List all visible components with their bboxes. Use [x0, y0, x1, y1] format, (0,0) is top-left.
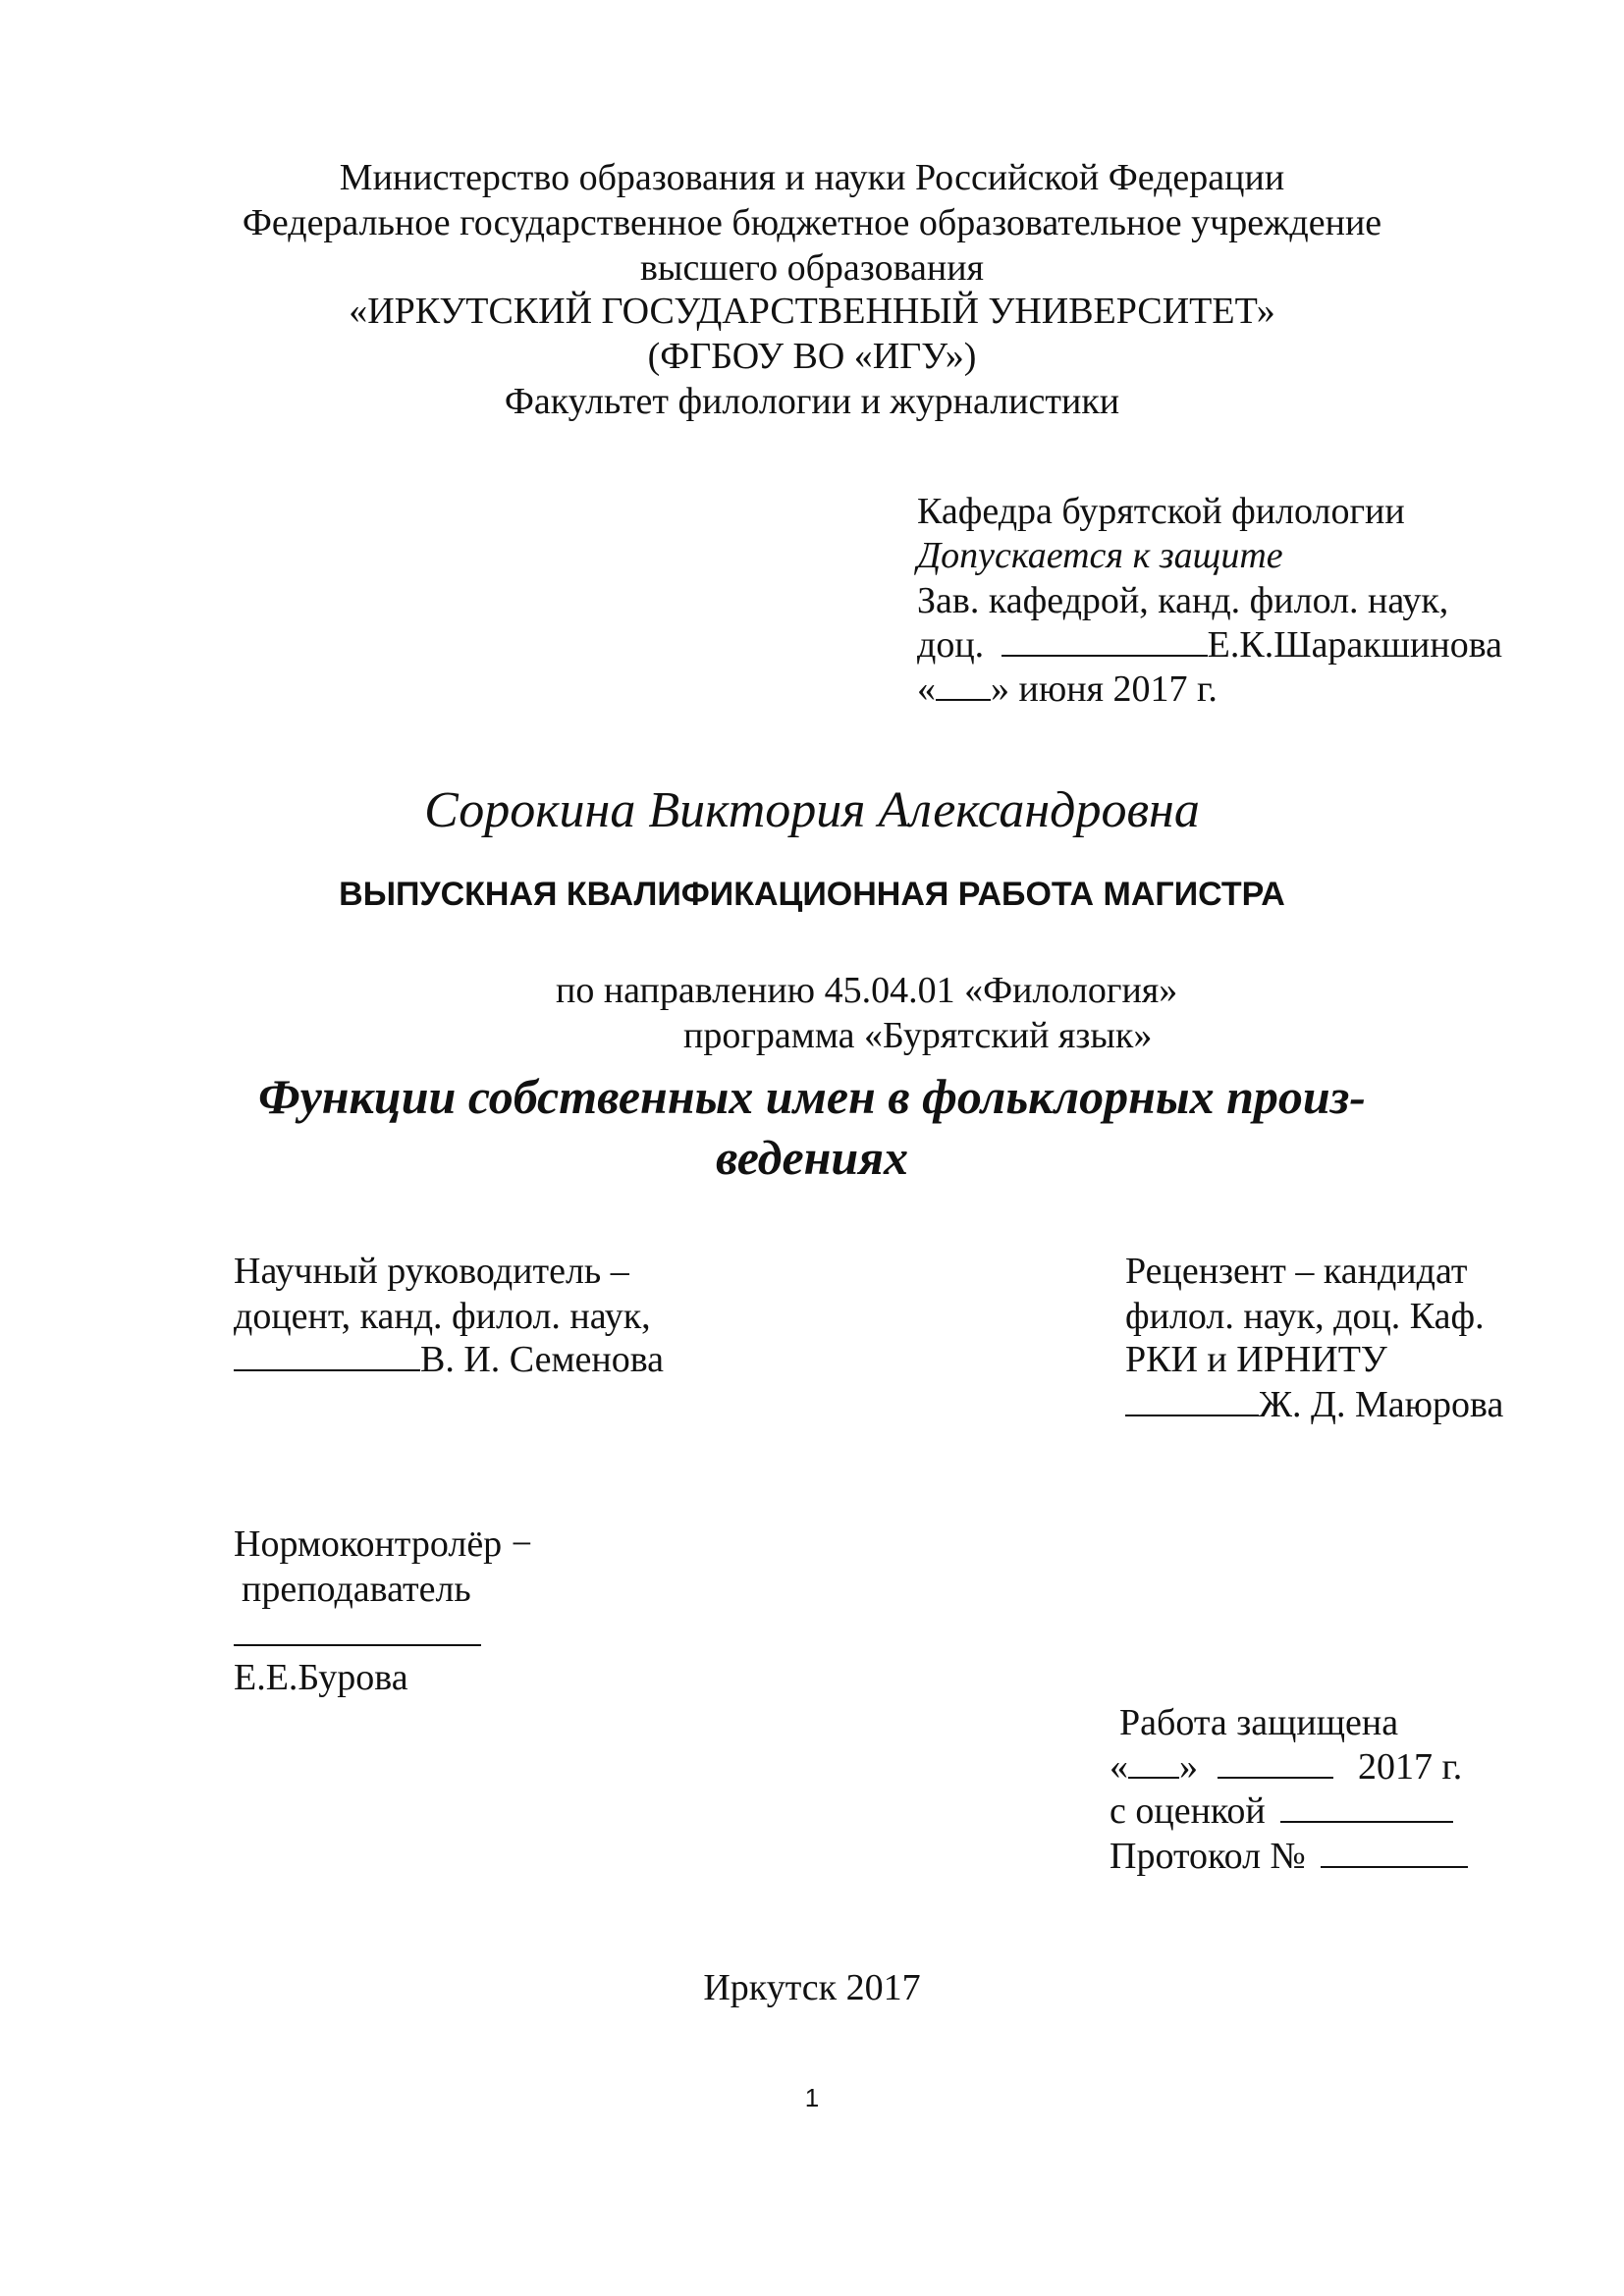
reviewer-signature-line: [1125, 1382, 1503, 1427]
ministry-line: Министерство образования и науки Российской Федерации: [339, 157, 1285, 198]
protocol-blank: [1321, 1835, 1468, 1868]
grade-blank: [1280, 1789, 1453, 1823]
grade-line: [1110, 1789, 1453, 1834]
protocol-line: [1110, 1834, 1468, 1879]
work-type: ВЫПУСКНАЯ КВАЛИФИКАЦИОННАЯ РАБОТА МАГИСТРА: [339, 876, 1285, 913]
supervisor-signature-line: [234, 1337, 664, 1382]
head-name: Е.К.Шаракшинова: [1207, 624, 1502, 666]
protocol-label: Протокол №: [1110, 1836, 1306, 1877]
supervisor-name: В. И. Семенова: [420, 1339, 665, 1380]
defense-date-line: « » 2017 г.: [1110, 1746, 1463, 1788]
date-quote-open: «: [917, 668, 936, 710]
reviewer-org: РКИ и ИРНИТУ: [1125, 1339, 1387, 1380]
date-rest: » июня 2017 г.: [991, 668, 1218, 710]
normcontrol-name: Е.Е.Бурова: [234, 1657, 408, 1698]
defense-year: 2017 г.: [1358, 1746, 1463, 1788]
month-blank: [1218, 1745, 1333, 1779]
head-signature-line: [917, 622, 1502, 667]
department-line: Кафедра бурятской филологии: [917, 491, 1405, 532]
normcontrol-signature-blank: [234, 1612, 481, 1657]
supervisor-degree: доцент, канд. филол. наук,: [234, 1296, 651, 1337]
city-year: Иркутск 2017: [703, 1967, 921, 2008]
day-blank: [1128, 1745, 1179, 1779]
reviewer-role: Рецензент – кандидат: [1125, 1251, 1468, 1292]
defense-title: Работа защищена: [1119, 1702, 1399, 1743]
reviewer-name: Ж. Д. Маюрова: [1259, 1384, 1504, 1425]
head-rank: доц.: [917, 624, 985, 666]
grade-label: с оценкой: [1110, 1790, 1266, 1832]
faculty-line: Факультет филологии и журналистики: [504, 381, 1120, 422]
signature-blank: [1125, 1383, 1259, 1416]
education-level-line: высшего образования: [639, 247, 985, 289]
reviewer-degree: филол. наук, доц. Каф.: [1125, 1296, 1485, 1337]
program-line: программа «Бурятский язык»: [683, 1015, 1153, 1056]
university-name: «ИРКУТСКИЙ ГОСУДАРСТВЕННЫЙ УНИВЕРСИТЕТ»: [349, 291, 1275, 332]
supervisor-role: Научный руководитель –: [234, 1251, 629, 1292]
signature-blank: [234, 1338, 420, 1371]
direction-line: по направлению 45.04.01 «Филология»: [556, 970, 1178, 1011]
normcontrol-position: преподаватель: [242, 1569, 471, 1610]
institution-line: Федеральное государственное бюджетное образовательное учреждение: [242, 202, 1382, 243]
signature-blank: [1001, 623, 1208, 657]
topic-line-1: Функции собственных имен в фольклорных произ-: [258, 1069, 1366, 1124]
author-name: Сорокина Виктория Александровна: [424, 782, 1200, 838]
topic-line-2: ведениях: [716, 1130, 908, 1185]
admitted-line: Допускается к защите: [917, 535, 1283, 576]
head-title-line: Зав. кафедрой, канд. филол. наук,: [917, 580, 1449, 621]
day-blank: [936, 667, 991, 701]
university-abbr: (ФГБОУ ВО «ИГУ»): [647, 336, 977, 377]
approval-date-line: [917, 667, 1218, 712]
normcontrol-role: Нормоконтролёр −: [234, 1523, 533, 1565]
page-number: 1: [804, 2083, 820, 2112]
